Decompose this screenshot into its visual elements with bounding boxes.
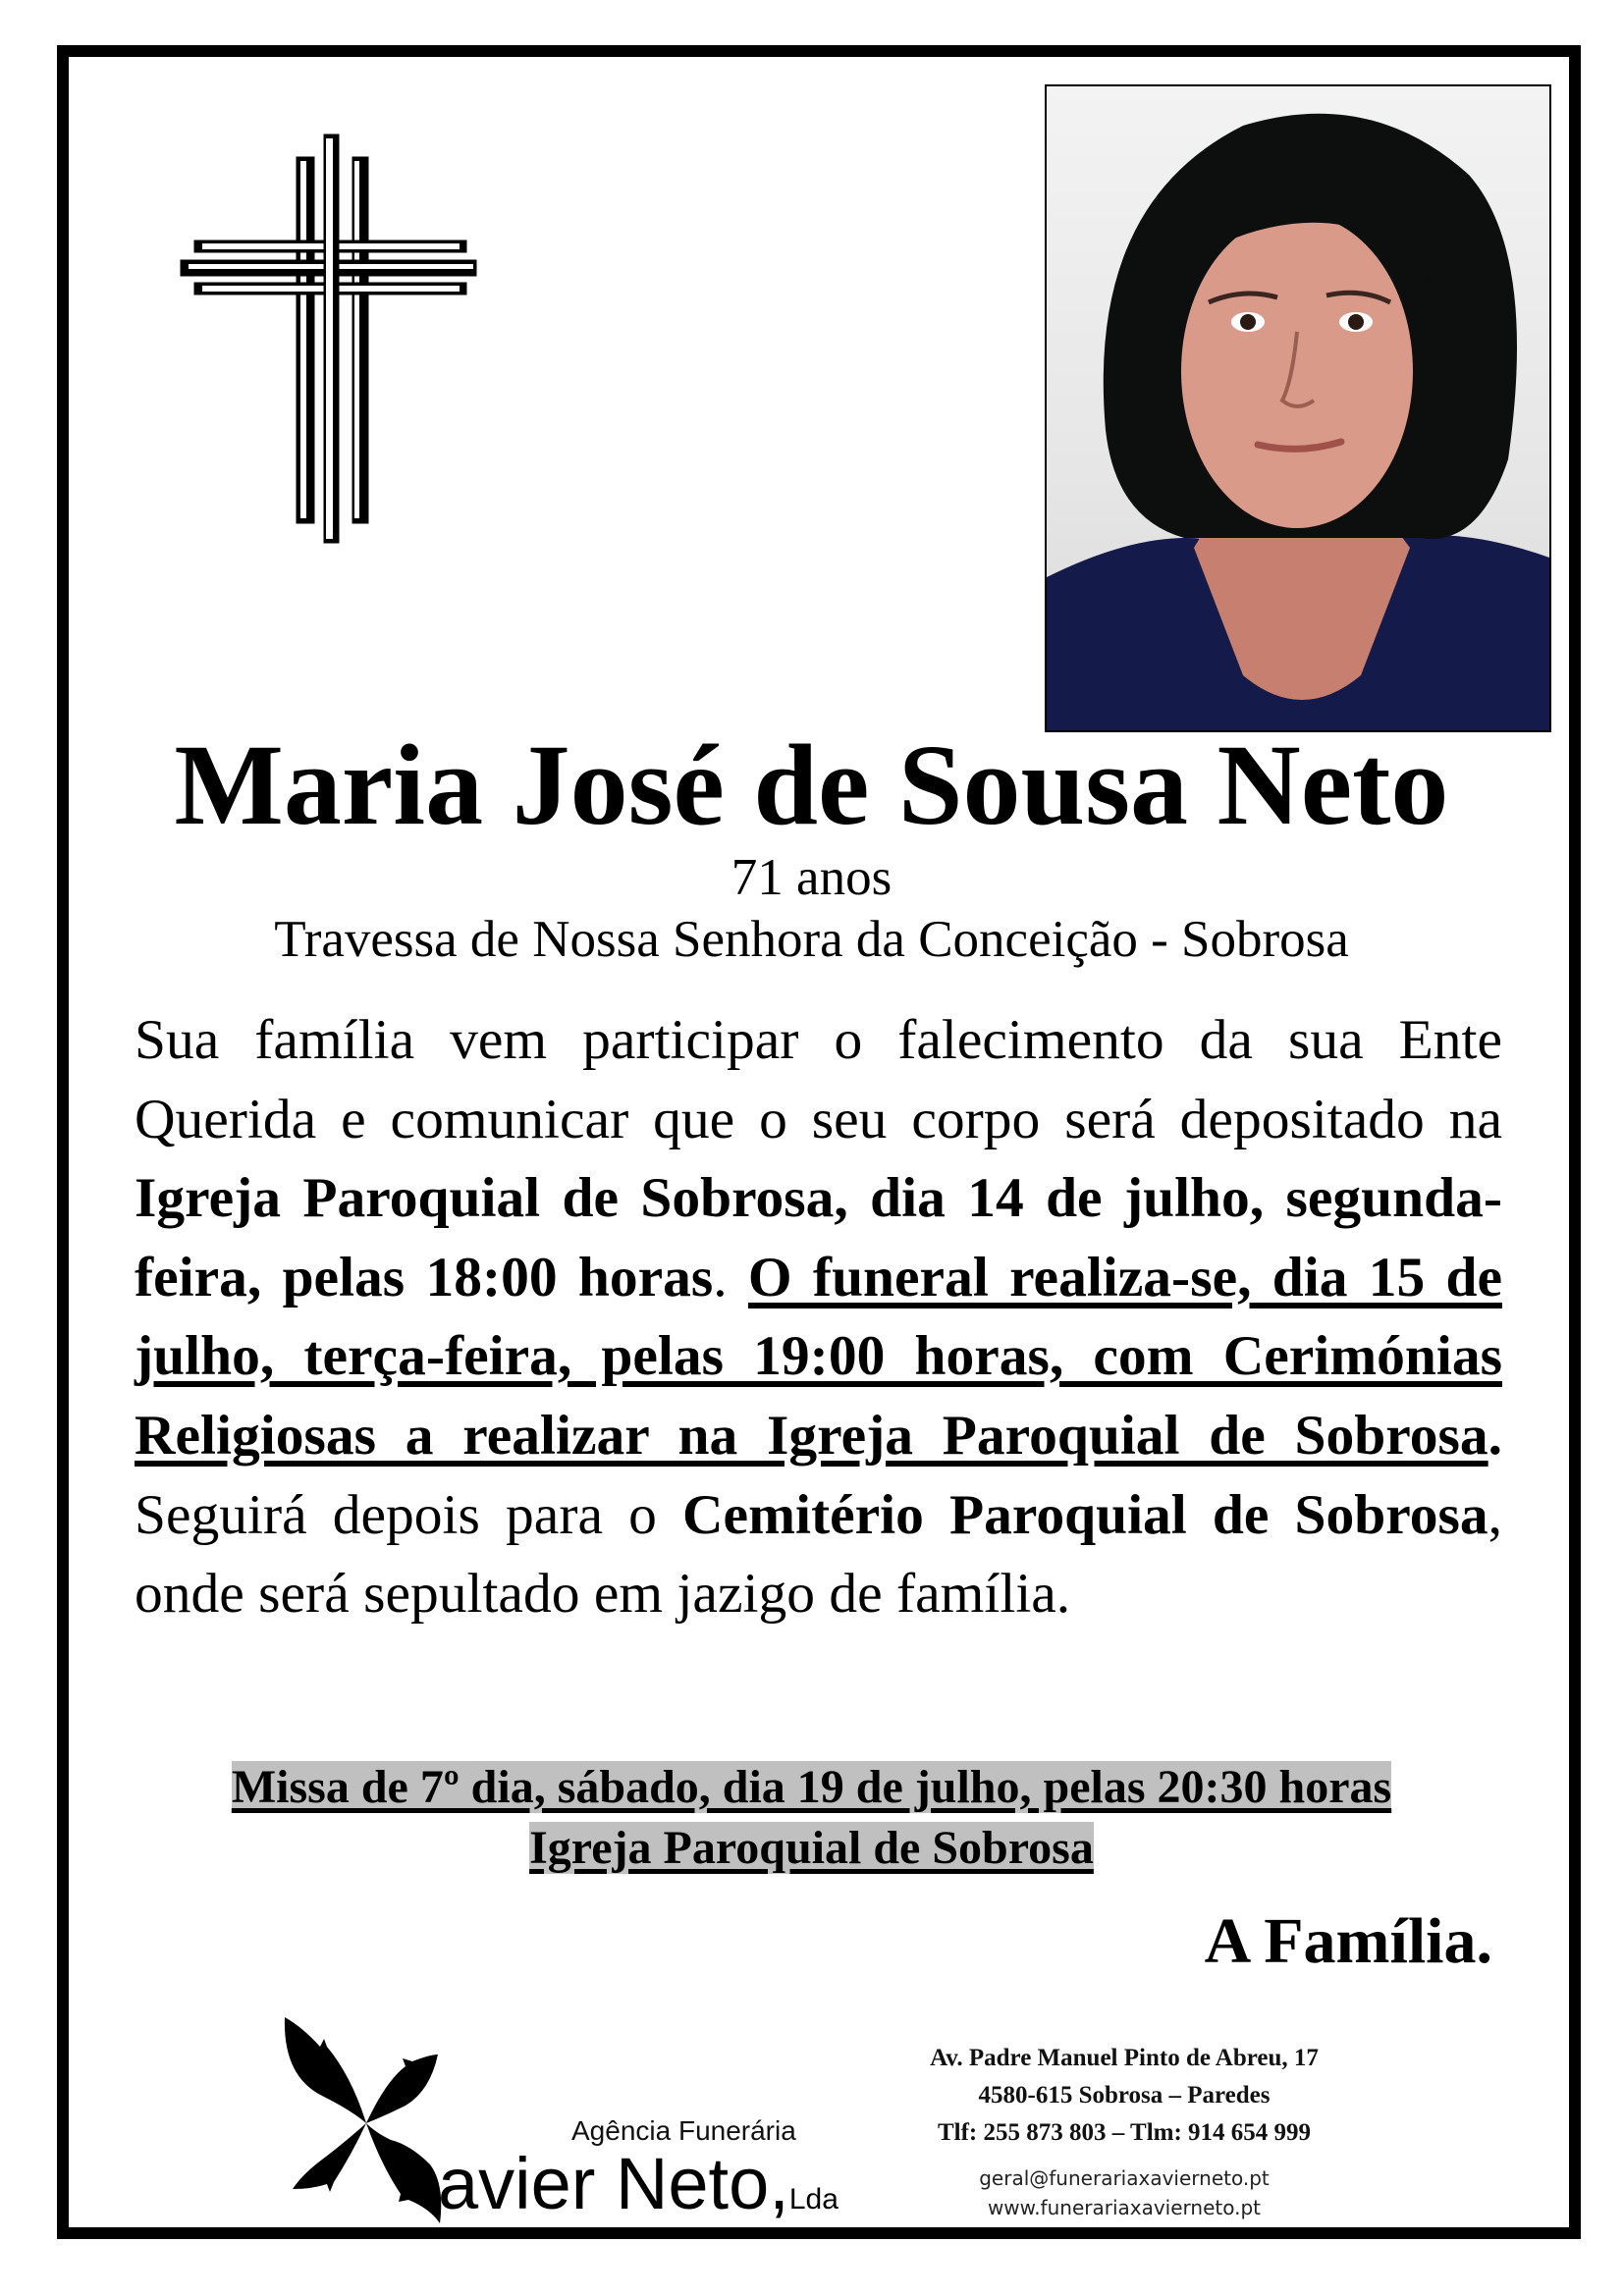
funeral-details: O funeral realiza-se, dia 15 de julho, terça-feira, pelas 19:00 horas, com Cerimónias Religiosas a realizar na Igreja Paroquial de Sobrosa: [135, 1246, 1503, 1467]
mass-line-1: Missa de 7º dia, sábado, dia 19 de julho, pelas 20:30 horas: [231, 1761, 1392, 1813]
contact-email-link[interactable]: geral@funerariaxavierneto.pt: [979, 2166, 1270, 2190]
wake-location-time: Igreja Paroquial de Sobrosa, dia 14 de julho, segunda-feira, pelas 18:00 horas: [135, 1167, 1502, 1308]
cross-icon: [177, 133, 481, 545]
contact-address-line1: Av. Padre Manuel Pinto de Abreu, 17: [930, 2045, 1319, 2071]
deceased-address: Travessa de Nossa Senhora da Conceição - Sobrosa: [274, 911, 1349, 968]
cemetery-name: Cemitério Paroquial de Sobrosa: [682, 1483, 1488, 1546]
body-ending: , onde será sepultado em jazigo de família.: [135, 1483, 1502, 1626]
portrait-photo: [1045, 84, 1551, 732]
agency-name-text: avier Neto,: [438, 2143, 789, 2224]
funeral-period: .: [1488, 1404, 1502, 1467]
contact-address-line2: 4580-615 Sobrosa – Paredes: [978, 2082, 1271, 2109]
agency-suffix: Lda: [788, 2183, 839, 2216]
body-continuation: Seguirá depois para o: [135, 1483, 683, 1546]
deceased-name: Maria José de Sousa Neto: [174, 721, 1449, 849]
mass-line-2: Igreja Paroquial de Sobrosa: [529, 1822, 1094, 1874]
mass-announcement: [0, 1757, 1623, 1879]
contact-block: [884, 2040, 1365, 2222]
signature: A Família.: [1204, 1905, 1492, 1977]
contact-phones: Tlf: 255 873 803 – Tlm: 914 654 999: [937, 2119, 1312, 2146]
body-sep: .: [713, 1246, 748, 1308]
portrait-illustration: [1047, 86, 1549, 730]
agency-name: [438, 2145, 839, 2239]
xavier-neto-logo-icon: [283, 2017, 442, 2223]
announcement-paragraph: [135, 1001, 1502, 1634]
deceased-age: 71 anos: [730, 849, 893, 906]
agency-subtitle: Agência Funerária: [571, 2115, 796, 2146]
body-intro: Sua família vem participar o falecimento da sua Ente Querida e comunicar que o seu corpo será depositado na: [135, 1009, 1502, 1150]
contact-website-link[interactable]: www.funerariaxavierneto.pt: [987, 2196, 1262, 2219]
